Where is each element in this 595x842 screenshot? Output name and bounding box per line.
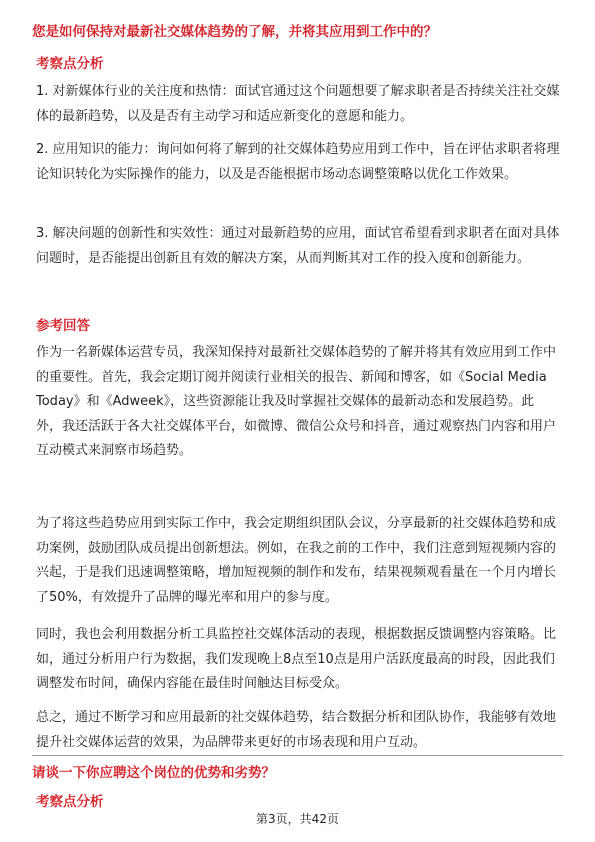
question-title: 您是如何保持对最新社交媒体趋势的了解，并将其应用到工作中的？ <box>32 24 437 40</box>
page-number: 第3页，共42页 <box>256 812 339 826</box>
next-question-title: 请谈一下你应聘这个岗位的优势和劣势？ <box>32 765 275 781</box>
answer-paragraph-3: 同时，我也会利用数据分析工具监控社交媒体活动的表现，根据数据反馈调整内容策略。比如，通过分析用户行为数据，我们发现晚上8点至10点是用户活跃度最高的时段，因此我们调整发布时间，确保内容能在最佳时间触达目标受众。 <box>36 627 557 692</box>
next-analysis-heading: 考察点分析 <box>36 794 104 810</box>
analysis-heading: 考察点分析 <box>36 56 104 72</box>
section-divider <box>32 755 563 756</box>
answer-paragraph-2: 为了将这些趋势应用到实际工作中，我会定期组织团队会议，分享最新的社交媒体趋势和成功案例，鼓励团队成员提出创新想法。例如，在我之前的工作中，我们注意到短视频内容的兴起，于是我们迅速调整策略，增加短视频的制作和发布，结果视频观看量在一个月内增长了50%，有效提升了品牌的曝光率和用户的参与度。 <box>36 516 557 605</box>
analysis-point-1: 1. 对新媒体行业的关注度和热情：面试官通过这个问题想要了解求职者是否持续关注社交媒体的最新趋势，以及是否有主动学习和适应新变化的意愿和能力。 <box>36 84 560 124</box>
answer-heading: 参考回答 <box>36 318 90 334</box>
analysis-point-3: 3. 解决问题的创新性和实效性：通过对最新趋势的应用，面试官希望看到求职者在面对具体问题时，是否能提出创新且有效的解决方案，从而判断其对工作的投入度和创新能力。 <box>36 226 560 266</box>
answer-paragraph-4: 总之，通过不断学习和应用最新的社交媒体趋势，结合数据分析和团队协作，我能够有效地提升社交媒体运营的效果，为品牌带来更好的市场表现和用户互动。 <box>36 710 557 750</box>
analysis-point-2: 2. 应用知识的能力：询问如何将了解到的社交媒体趋势应用到工作中，旨在评估求职者将理论知识转化为实际操作的能力，以及是否能根据市场动态调整策略以优化工作效果。 <box>36 142 560 182</box>
answer-paragraph-1: 作为一名新媒体运营专员，我深知保持对最新社交媒体趋势的了解并将其有效应用到工作中的重要性。首先，我会定期订阅并阅读行业相关的报告、新闻和博客，如《Social Media Today》和《Adweek》，这些资源能让我及时掌握社交媒体的最新动态和发展趋势。此外，我还活跃于各大社交媒体平台，如微博、微信公众号和抖音，通过观察热门内容和用户互动模式来洞察市场趋势。 <box>36 345 557 459</box>
